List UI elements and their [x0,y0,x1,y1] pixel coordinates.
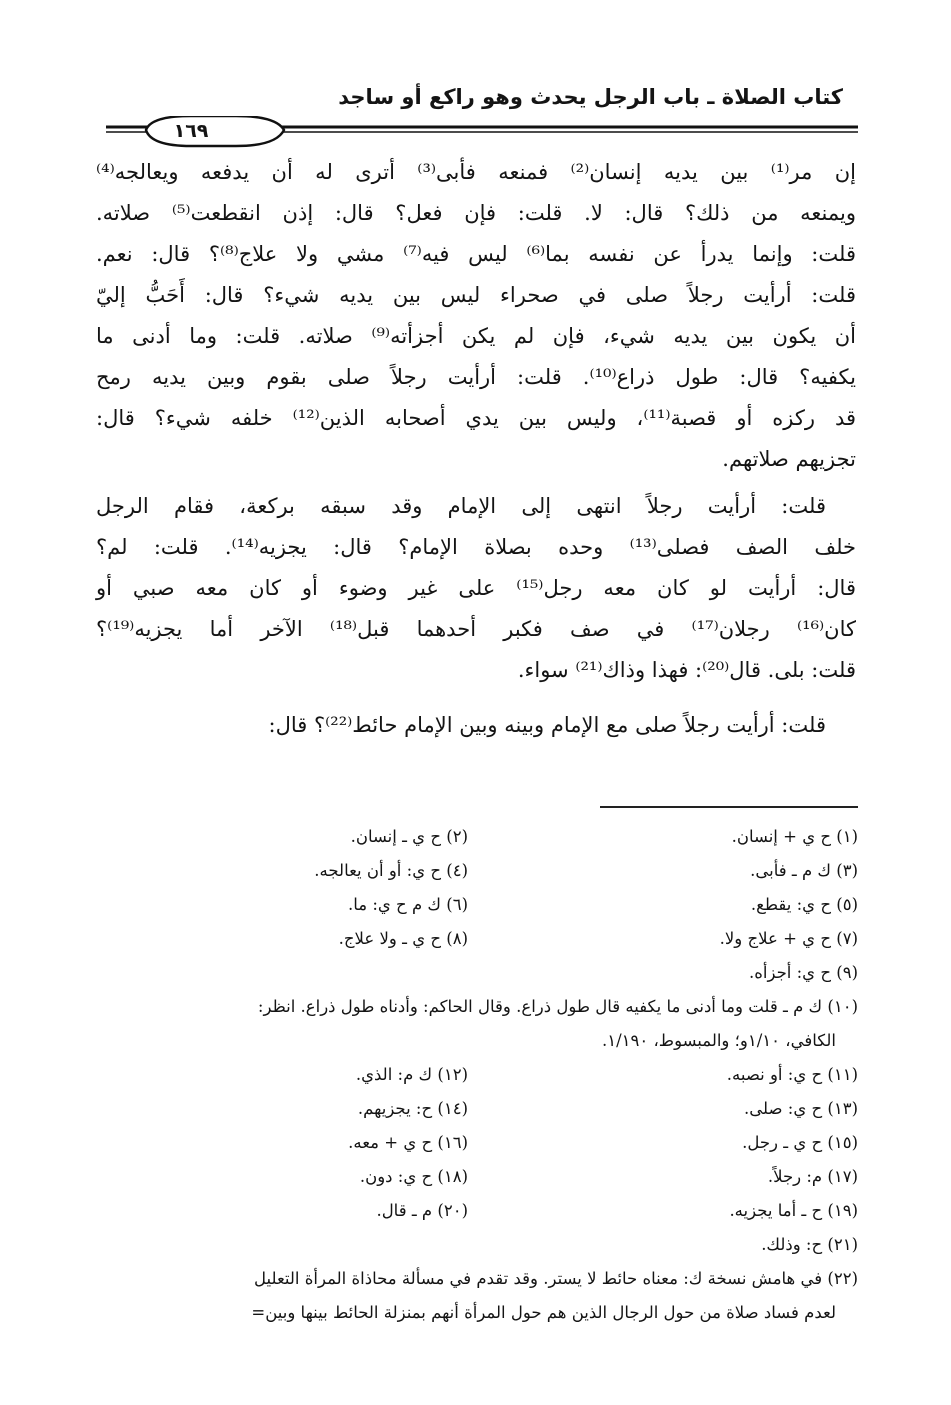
footnote-row [92,1126,858,1160]
footnote-empty [92,1228,468,1262]
text-line: إن مر⁽¹⁾ بين يديه إنسان⁽²⁾ فمنعه فأبى⁽³⁾ أترى له أن يدفعه ويعالجه⁽⁴⁾ [96,160,856,184]
footnote-row [92,1092,858,1126]
footnote: (٢) ح ي ـ إنسان. [350,827,468,846]
footnote: (٩) ح ي: أجزأه. [749,963,858,982]
text-line: تجزيهم صلاتهم. [722,447,856,471]
footnote-separator [600,806,858,808]
footnote: (١٢) ك م: الذي. [355,1065,468,1084]
text-line: يكفيه؟ قال: طول ذراع⁽¹⁰⁾. قلت: أرأيت رجلاً صلى بقوم وبين يديه رمح [96,365,856,389]
text-line: كان⁽¹⁶⁾ رجلان⁽¹⁷⁾ في صف فكبر أحدهما قبل⁽¹⁸⁾ الآخر أما يجزيه⁽¹⁹⁾؟ [96,617,856,641]
footnote: (٢٢) في هامش نسخة ك: معناه حائط لا يستر. وقد تقدم في مسألة محاذاة المرأة التعليل [254,1269,858,1288]
text-line: قلت: أرأيت رجلاً انتهى إلى الإمام وقد سبقه بركعة، فقام الرجل [96,494,826,518]
footnote-row [92,1194,858,1228]
text-line: قلت: بلى. قال⁽²⁰⁾: فهذا وذاك⁽²¹⁾ سواء. [517,658,856,682]
footnote-row [92,1058,858,1092]
footnote: (١٥) ح ي ـ رجل. [742,1133,858,1152]
footnote: (١٤) ح: يجزيهم. [357,1099,468,1118]
footnote-row [92,854,858,888]
text-line: قلت: وإنما يدرأ عن نفسه بما⁽⁶⁾ ليس فيه⁽⁷⁾ مشي ولا علاج⁽⁸⁾؟ قال: نعم. [96,242,856,266]
footnotes [92,820,858,1330]
footnote: (٤) ح ي: أو أن يعالجه. [314,861,468,880]
text-line: قال: أرأيت لو كان معه رجل⁽¹⁵⁾ على غير وضوء أو كان معه صبي أو [96,576,856,600]
paragraph-2 [96,486,856,691]
paragraph-3 [96,705,856,746]
footnote: (١) ح ي + إنسان. [731,827,858,846]
text-line: قد ركزه أو قصبة⁽¹¹⁾، وليس بين يدي أصحابه الذين⁽¹²⁾ خلفه شيء؟ قال: [96,406,857,430]
footnote: (١٣) ح ي: صلى. [744,1099,858,1118]
footnote: (٦) ك م ح ي: ما. [347,895,468,914]
footnote: (١٦) ح ي + معه. [348,1133,468,1152]
text-line: قلت: أرأيت رجلاً صلى مع الإمام وبينه وبين الإمام حائط⁽²²⁾؟ قال: [268,713,826,737]
footnote-row [92,1160,858,1194]
footnote-row [92,922,858,956]
footnote: (٢٠) م ـ قال. [376,1201,468,1220]
running-title: كتاب الصلاة ـ باب الرجل يحدث وهو راكع أو ساجد [338,85,843,109]
footnote-row [92,888,858,922]
footnote: (١٩) ح ـ أما يجزيه. [729,1201,858,1220]
footnote: (١٧) م: رجلاً. [767,1167,858,1186]
footnote: (١٨) ح ي: دون. [359,1167,468,1186]
page-number: ١٦٩ [173,120,209,142]
text-line: قلت: أرأيت رجلاً صلى في صحراء ليس بين يديه شيء؟ قال: أَحَبُّ إليّ [96,283,856,307]
footnote: (٥) ح ي: يقطع. [750,895,858,914]
footnote-continuation: لعدم فساد صلاة من حول الرجال الذين هم حول المرأة أنهم بمنزلة الحائط بينها وبين= [251,1303,836,1322]
footnote-row [92,956,858,990]
footnote-row [92,820,858,854]
footnote-row [92,1228,858,1262]
footnote: (١١) ح ي: أو نصبه. [726,1065,858,1084]
footnote-continuation: الكافي، ١/١٠و؛ والمبسوط، ١/١٩٠. [601,1031,836,1050]
footnote-empty [92,956,468,990]
paragraph-1 [96,152,856,480]
text-line: خلف الصف فصلى⁽¹³⁾ وحده بصلاة الإمام؟ قال: يجزيه⁽¹⁴⁾. قلت: لم؟ [96,535,856,559]
footnote: (٨) ح ي ـ ولا علاج. [338,929,468,948]
text-line: أن يكون بين يديه شيء، فإن لم يكن أجزأته⁽⁹⁾ صلاته. قلت: وما أدنى ما [96,324,856,348]
main-text [96,152,856,746]
footnote: (٣) ك م ـ فأبى. [750,861,858,880]
footnote: (٢١) ح: وذلك. [761,1235,858,1254]
text-line: ويمنعه من ذلك؟ قال: لا. قلت: فإن فعل؟ قال: إذن انقطعت⁽⁵⁾ صلاته. [96,201,857,225]
footnote: (١٠) ك م ـ قلت وما أدنى ما يكفيه قال طول ذراع. وقال الحاكم: وأدناه طول ذراع. انظر: [257,997,858,1016]
footnote: (٧) ح ي + علاج ولا. [719,929,858,948]
